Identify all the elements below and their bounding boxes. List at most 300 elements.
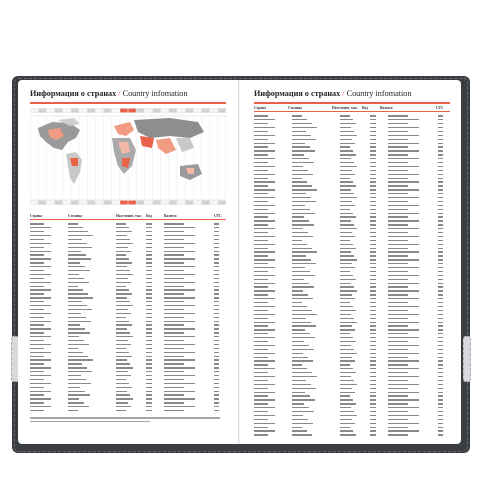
text-line-placeholder bbox=[388, 294, 408, 295]
text-line-placeholder bbox=[30, 371, 44, 372]
text-line-placeholder bbox=[292, 427, 302, 428]
text-line-placeholder bbox=[438, 158, 443, 159]
text-line-placeholder bbox=[254, 360, 275, 361]
text-line-placeholder bbox=[388, 209, 408, 210]
text-line-placeholder bbox=[30, 324, 44, 325]
text-line-placeholder bbox=[370, 205, 376, 206]
text-line-placeholder bbox=[292, 392, 305, 393]
text-line-placeholder bbox=[68, 309, 92, 310]
text-line-placeholder bbox=[68, 243, 87, 244]
text-line-placeholder bbox=[388, 376, 419, 377]
text-line-placeholder bbox=[388, 337, 419, 338]
text-line-placeholder bbox=[116, 223, 126, 224]
text-line-placeholder bbox=[438, 139, 443, 140]
text-line-placeholder bbox=[68, 239, 82, 240]
text-line-placeholder bbox=[388, 232, 408, 233]
text-line-placeholder bbox=[438, 427, 443, 428]
text-line-placeholder bbox=[292, 353, 303, 354]
text-line-placeholder bbox=[116, 375, 131, 376]
text-line-placeholder bbox=[388, 333, 408, 334]
text-line-placeholder bbox=[254, 325, 268, 326]
text-line-placeholder bbox=[340, 119, 353, 120]
map-footnote bbox=[30, 416, 226, 424]
text-line-placeholder bbox=[292, 419, 308, 420]
text-line-placeholder bbox=[146, 344, 152, 345]
text-line-placeholder bbox=[340, 244, 353, 245]
text-line-placeholder bbox=[214, 394, 219, 395]
text-line-placeholder bbox=[370, 419, 376, 420]
text-line-placeholder bbox=[30, 340, 44, 341]
text-line-placeholder bbox=[340, 181, 353, 182]
text-line-placeholder bbox=[164, 227, 195, 228]
text-line-placeholder bbox=[438, 131, 443, 132]
text-line-placeholder bbox=[116, 301, 130, 302]
text-line-placeholder bbox=[388, 162, 408, 163]
text-line-placeholder bbox=[68, 313, 81, 314]
text-line-placeholder bbox=[68, 348, 78, 349]
text-line-placeholder bbox=[164, 223, 184, 224]
text-line-placeholder bbox=[292, 275, 315, 276]
text-line-placeholder bbox=[438, 423, 443, 424]
text-line-placeholder bbox=[388, 298, 419, 299]
text-line-placeholder bbox=[254, 407, 275, 408]
text-line-placeholder bbox=[254, 423, 275, 424]
text-line-placeholder bbox=[388, 325, 408, 326]
country-table-left bbox=[30, 222, 226, 413]
text-line-placeholder bbox=[68, 344, 89, 345]
text-line-placeholder bbox=[254, 349, 268, 350]
text-line-placeholder bbox=[292, 135, 311, 136]
text-line-placeholder bbox=[340, 290, 357, 291]
text-line-placeholder bbox=[388, 119, 419, 120]
text-line-placeholder bbox=[68, 317, 86, 318]
text-line-placeholder bbox=[438, 271, 443, 272]
text-line-placeholder bbox=[438, 154, 443, 155]
text-line-placeholder bbox=[438, 255, 443, 256]
text-line-placeholder bbox=[438, 135, 443, 136]
text-line-placeholder bbox=[116, 297, 127, 298]
text-line-placeholder bbox=[292, 322, 311, 323]
text-line-placeholder bbox=[340, 146, 350, 147]
text-line-placeholder bbox=[292, 310, 312, 311]
text-line-placeholder bbox=[254, 189, 275, 190]
text-line-placeholder bbox=[438, 318, 443, 319]
text-line-placeholder bbox=[254, 395, 268, 396]
text-line-placeholder bbox=[146, 297, 152, 298]
text-line-placeholder bbox=[370, 193, 376, 194]
text-line-placeholder bbox=[30, 262, 44, 263]
text-line-placeholder bbox=[370, 403, 376, 404]
text-line-placeholder bbox=[438, 357, 443, 358]
text-line-placeholder bbox=[340, 357, 352, 358]
text-line-placeholder bbox=[68, 321, 91, 322]
text-line-placeholder bbox=[340, 185, 356, 186]
text-line-placeholder bbox=[214, 258, 219, 259]
text-line-placeholder bbox=[164, 391, 195, 392]
text-line-placeholder bbox=[292, 271, 310, 272]
text-line-placeholder bbox=[340, 209, 350, 210]
text-line-placeholder bbox=[438, 224, 443, 225]
text-line-placeholder bbox=[254, 158, 275, 159]
text-line-placeholder bbox=[30, 254, 44, 255]
text-line-placeholder bbox=[438, 349, 443, 350]
text-line-placeholder bbox=[30, 227, 51, 228]
text-line-placeholder bbox=[388, 357, 408, 358]
text-line-placeholder bbox=[164, 332, 184, 333]
text-line-placeholder bbox=[30, 363, 44, 364]
text-line-placeholder bbox=[292, 154, 304, 155]
text-line-placeholder bbox=[292, 411, 314, 412]
text-line-placeholder bbox=[116, 340, 128, 341]
text-line-placeholder bbox=[370, 174, 376, 175]
text-line-placeholder bbox=[438, 201, 443, 202]
text-line-placeholder bbox=[116, 344, 131, 345]
text-line-placeholder bbox=[214, 336, 219, 337]
text-line-placeholder bbox=[68, 356, 88, 357]
text-line-placeholder bbox=[30, 356, 44, 357]
text-line-placeholder bbox=[164, 367, 195, 368]
text-line-placeholder bbox=[340, 423, 355, 424]
text-line-placeholder bbox=[340, 286, 354, 287]
text-line-placeholder bbox=[340, 364, 350, 365]
text-line-placeholder bbox=[388, 279, 408, 280]
text-line-placeholder bbox=[340, 139, 352, 140]
col-area-right: Код bbox=[362, 106, 368, 110]
text-line-placeholder bbox=[254, 193, 268, 194]
text-line-placeholder bbox=[30, 274, 51, 275]
text-line-placeholder bbox=[146, 352, 152, 353]
text-line-placeholder bbox=[30, 251, 51, 252]
text-line-placeholder bbox=[30, 309, 44, 310]
text-line-placeholder bbox=[340, 419, 352, 420]
text-line-placeholder bbox=[388, 271, 408, 272]
text-line-placeholder bbox=[388, 353, 419, 354]
text-line-placeholder bbox=[116, 406, 131, 407]
text-line-placeholder bbox=[164, 371, 184, 372]
text-line-placeholder bbox=[214, 340, 219, 341]
text-line-placeholder bbox=[388, 193, 408, 194]
text-line-placeholder bbox=[370, 143, 376, 144]
text-line-placeholder bbox=[164, 282, 195, 283]
text-line-placeholder bbox=[254, 271, 268, 272]
text-line-placeholder bbox=[370, 154, 376, 155]
text-line-placeholder bbox=[30, 297, 51, 298]
text-line-placeholder bbox=[214, 387, 219, 388]
text-line-placeholder bbox=[388, 419, 408, 420]
text-line-placeholder bbox=[438, 384, 443, 385]
text-line-placeholder bbox=[292, 267, 305, 268]
text-line-placeholder bbox=[116, 352, 129, 353]
text-line-placeholder bbox=[370, 357, 376, 358]
text-line-placeholder bbox=[164, 278, 184, 279]
text-line-placeholder bbox=[30, 328, 51, 329]
text-line-placeholder bbox=[116, 398, 133, 399]
text-line-placeholder bbox=[164, 394, 184, 395]
text-line-placeholder bbox=[370, 298, 376, 299]
text-line-placeholder bbox=[388, 349, 408, 350]
text-line-placeholder bbox=[164, 313, 195, 314]
text-line-placeholder bbox=[68, 301, 82, 302]
text-line-placeholder bbox=[438, 411, 443, 412]
text-line-placeholder bbox=[292, 286, 314, 287]
text-line-placeholder bbox=[340, 333, 350, 334]
text-line-placeholder bbox=[30, 332, 44, 333]
text-line-placeholder bbox=[292, 244, 307, 245]
text-line-placeholder bbox=[388, 139, 408, 140]
text-line-placeholder bbox=[116, 251, 131, 252]
text-line-placeholder bbox=[370, 201, 376, 202]
text-line-placeholder bbox=[254, 419, 268, 420]
text-line-placeholder bbox=[340, 216, 356, 217]
text-line-placeholder bbox=[146, 258, 152, 259]
text-line-placeholder bbox=[214, 282, 219, 283]
text-line-placeholder bbox=[292, 298, 313, 299]
text-line-placeholder bbox=[214, 317, 219, 318]
text-line-placeholder bbox=[292, 372, 312, 373]
text-line-placeholder bbox=[164, 406, 195, 407]
text-line-placeholder bbox=[388, 341, 408, 342]
text-line-placeholder bbox=[292, 283, 309, 284]
text-line-placeholder bbox=[254, 310, 268, 311]
text-line-placeholder bbox=[254, 399, 275, 400]
text-line-placeholder bbox=[254, 150, 275, 151]
text-line-placeholder bbox=[30, 387, 44, 388]
text-line-placeholder bbox=[438, 127, 443, 128]
text-line-placeholder bbox=[146, 367, 152, 368]
text-line-placeholder bbox=[370, 166, 376, 167]
text-line-placeholder bbox=[30, 247, 44, 248]
text-line-placeholder bbox=[146, 402, 152, 403]
text-line-placeholder bbox=[340, 115, 350, 116]
text-line-placeholder bbox=[164, 328, 195, 329]
table-rule-right bbox=[254, 111, 450, 112]
text-line-placeholder bbox=[146, 313, 152, 314]
text-line-placeholder bbox=[438, 294, 443, 295]
text-line-placeholder bbox=[438, 228, 443, 229]
text-line-placeholder bbox=[292, 364, 302, 365]
text-line-placeholder bbox=[164, 301, 184, 302]
text-line-placeholder bbox=[340, 267, 355, 268]
text-line-placeholder bbox=[116, 243, 133, 244]
text-line-placeholder bbox=[370, 349, 376, 350]
text-line-placeholder bbox=[388, 434, 408, 435]
text-line-placeholder bbox=[254, 286, 268, 287]
text-line-placeholder bbox=[438, 298, 443, 299]
text-line-placeholder bbox=[164, 383, 195, 384]
text-line-placeholder bbox=[146, 235, 152, 236]
text-line-placeholder bbox=[438, 399, 443, 400]
text-line-placeholder bbox=[254, 213, 275, 214]
text-line-placeholder bbox=[214, 274, 219, 275]
col-population-right: Население, тыс. bbox=[332, 106, 359, 110]
text-line-placeholder bbox=[340, 143, 355, 144]
text-line-placeholder bbox=[438, 263, 443, 264]
text-line-placeholder bbox=[292, 220, 309, 221]
text-line-placeholder bbox=[30, 305, 51, 306]
text-line-placeholder bbox=[388, 306, 419, 307]
text-line-placeholder bbox=[370, 290, 376, 291]
text-line-placeholder bbox=[254, 306, 275, 307]
text-line-placeholder bbox=[146, 278, 152, 279]
text-line-placeholder bbox=[370, 146, 376, 147]
text-line-placeholder bbox=[68, 367, 87, 368]
text-line-placeholder bbox=[68, 262, 80, 263]
text-line-placeholder bbox=[146, 371, 152, 372]
text-line-placeholder bbox=[68, 398, 79, 399]
text-line-placeholder bbox=[254, 341, 268, 342]
text-line-placeholder bbox=[438, 353, 443, 354]
text-line-placeholder bbox=[214, 289, 219, 290]
text-line-placeholder bbox=[292, 337, 315, 338]
text-line-placeholder bbox=[340, 170, 352, 171]
text-line-placeholder bbox=[254, 329, 275, 330]
text-line-placeholder bbox=[214, 328, 219, 329]
text-line-placeholder bbox=[340, 376, 351, 377]
text-line-placeholder bbox=[340, 298, 355, 299]
page-title-left: Информация о странах / Country infomation bbox=[30, 89, 188, 98]
text-line-placeholder bbox=[340, 271, 350, 272]
country-table-right bbox=[254, 114, 450, 437]
text-line-placeholder bbox=[292, 224, 314, 225]
title-en-right: Country infomation bbox=[346, 89, 412, 98]
text-line-placeholder bbox=[164, 243, 195, 244]
text-line-placeholder bbox=[146, 410, 152, 411]
text-line-placeholder bbox=[388, 220, 419, 221]
text-line-placeholder bbox=[254, 333, 268, 334]
text-line-placeholder bbox=[340, 283, 351, 284]
text-line-placeholder bbox=[438, 174, 443, 175]
text-line-placeholder bbox=[388, 263, 408, 264]
text-line-placeholder bbox=[292, 119, 307, 120]
text-line-placeholder bbox=[438, 244, 443, 245]
text-line-placeholder bbox=[254, 376, 275, 377]
text-line-placeholder bbox=[164, 235, 195, 236]
text-line-placeholder bbox=[254, 267, 275, 268]
text-line-placeholder bbox=[340, 345, 351, 346]
text-line-placeholder bbox=[292, 143, 305, 144]
text-line-placeholder bbox=[388, 399, 419, 400]
text-line-placeholder bbox=[388, 388, 408, 389]
text-line-placeholder bbox=[370, 240, 376, 241]
text-line-placeholder bbox=[370, 368, 376, 369]
text-line-placeholder bbox=[30, 394, 44, 395]
text-line-placeholder bbox=[214, 321, 219, 322]
text-line-placeholder bbox=[388, 115, 408, 116]
text-line-placeholder bbox=[146, 270, 152, 271]
text-line-placeholder bbox=[340, 236, 355, 237]
text-line-placeholder bbox=[340, 255, 354, 256]
text-line-placeholder bbox=[438, 193, 443, 194]
text-line-placeholder bbox=[292, 162, 314, 163]
text-line-placeholder bbox=[254, 209, 268, 210]
text-line-placeholder bbox=[438, 162, 443, 163]
text-line-placeholder bbox=[388, 322, 419, 323]
text-line-placeholder bbox=[370, 255, 376, 256]
text-line-placeholder bbox=[254, 236, 275, 237]
table-row bbox=[254, 433, 450, 437]
text-line-placeholder bbox=[292, 193, 306, 194]
text-line-placeholder bbox=[340, 310, 356, 311]
text-line-placeholder bbox=[254, 427, 268, 428]
text-line-placeholder bbox=[214, 262, 219, 263]
text-line-placeholder bbox=[370, 135, 376, 136]
text-line-placeholder bbox=[254, 380, 268, 381]
text-line-placeholder bbox=[30, 266, 51, 267]
text-line-placeholder bbox=[292, 345, 309, 346]
text-line-placeholder bbox=[254, 318, 268, 319]
text-line-placeholder bbox=[292, 349, 314, 350]
text-line-placeholder bbox=[30, 421, 150, 422]
text-line-placeholder bbox=[388, 364, 408, 365]
text-line-placeholder bbox=[146, 251, 152, 252]
text-line-placeholder bbox=[438, 434, 443, 435]
text-line-placeholder bbox=[438, 283, 443, 284]
text-line-placeholder bbox=[438, 415, 443, 416]
text-line-placeholder bbox=[292, 430, 307, 431]
text-line-placeholder bbox=[164, 340, 184, 341]
text-line-placeholder bbox=[254, 345, 275, 346]
text-line-placeholder bbox=[30, 375, 51, 376]
text-line-placeholder bbox=[30, 231, 44, 232]
text-line-placeholder bbox=[254, 403, 268, 404]
text-line-placeholder bbox=[340, 322, 357, 323]
text-line-placeholder bbox=[340, 259, 357, 260]
text-line-placeholder bbox=[388, 329, 419, 330]
text-line-placeholder bbox=[370, 209, 376, 210]
text-line-placeholder bbox=[340, 318, 354, 319]
text-line-placeholder bbox=[214, 278, 219, 279]
text-line-placeholder bbox=[254, 322, 275, 323]
text-line-placeholder bbox=[68, 286, 78, 287]
text-line-placeholder bbox=[254, 283, 275, 284]
text-line-placeholder bbox=[438, 181, 443, 182]
text-line-placeholder bbox=[116, 258, 129, 259]
text-line-placeholder bbox=[438, 325, 443, 326]
text-line-placeholder bbox=[214, 313, 219, 314]
text-line-placeholder bbox=[340, 403, 356, 404]
text-line-placeholder bbox=[370, 197, 376, 198]
text-line-placeholder bbox=[388, 228, 419, 229]
text-line-placeholder bbox=[146, 363, 152, 364]
text-line-placeholder bbox=[254, 290, 275, 291]
text-line-placeholder bbox=[388, 185, 408, 186]
text-line-placeholder bbox=[388, 314, 419, 315]
text-line-placeholder bbox=[30, 352, 51, 353]
page-title-right: Информация о странах / Country infomation bbox=[254, 89, 412, 98]
text-line-placeholder bbox=[370, 423, 376, 424]
text-line-placeholder bbox=[68, 363, 82, 364]
text-line-placeholder bbox=[164, 274, 195, 275]
text-line-placeholder bbox=[388, 430, 419, 431]
text-line-placeholder bbox=[438, 360, 443, 361]
text-line-placeholder bbox=[254, 255, 268, 256]
text-line-placeholder bbox=[254, 279, 268, 280]
text-line-placeholder bbox=[438, 150, 443, 151]
text-line-placeholder bbox=[254, 298, 275, 299]
text-line-placeholder bbox=[292, 174, 313, 175]
text-line-placeholder bbox=[292, 232, 308, 233]
text-line-placeholder bbox=[292, 201, 316, 202]
text-line-placeholder bbox=[254, 119, 275, 120]
text-line-placeholder bbox=[116, 359, 127, 360]
text-line-placeholder bbox=[164, 317, 184, 318]
text-line-placeholder bbox=[164, 336, 195, 337]
text-line-placeholder bbox=[68, 359, 93, 360]
text-line-placeholder bbox=[68, 391, 85, 392]
text-line-placeholder bbox=[438, 267, 443, 268]
text-line-placeholder bbox=[438, 430, 443, 431]
text-line-placeholder bbox=[370, 376, 376, 377]
